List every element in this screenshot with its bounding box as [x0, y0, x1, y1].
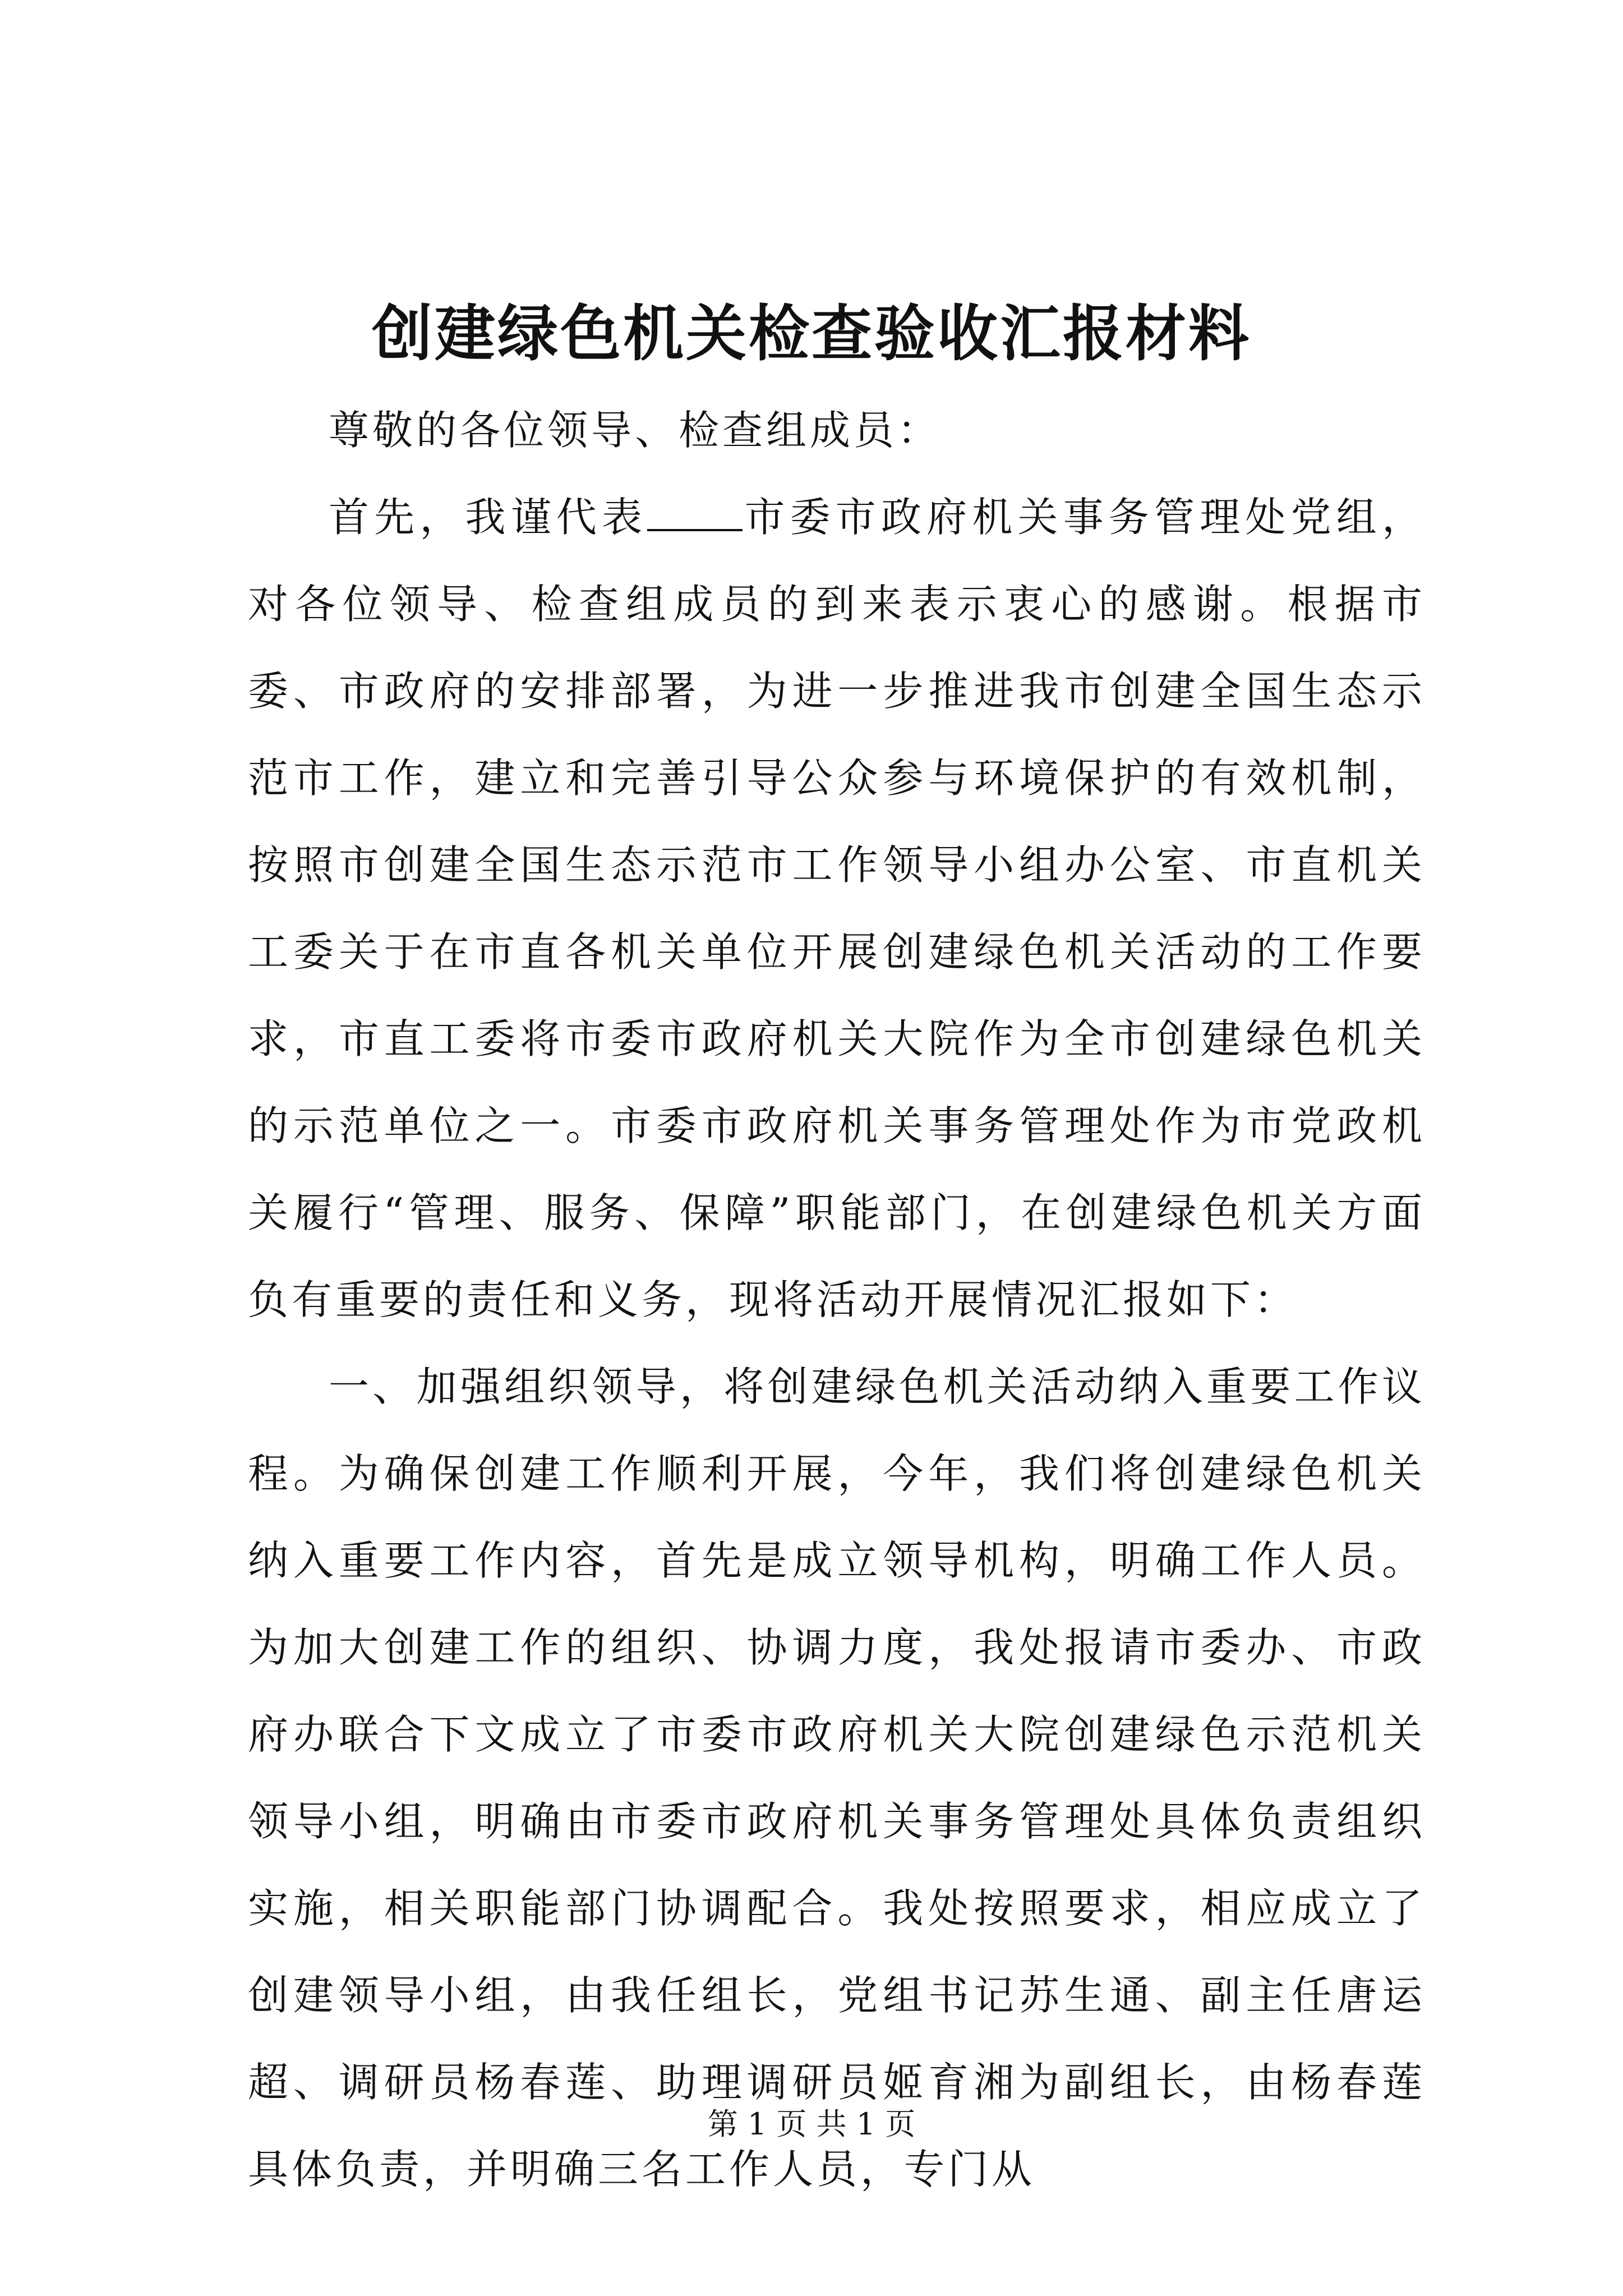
- paragraph-1: [248, 474, 1426, 1343]
- page-footer: 第 1 页 共 1 页: [707, 2106, 916, 2142]
- salutation: 尊敬的各位领导、检查组成员：: [329, 407, 942, 454]
- paragraph-1-rest: 市委市政府机关事务管理处党组，对各位领导、检查组成员的到来表示衷心的感谢。根据市委、市政府的安排部署，为进一步推进我市创建全国生态示范市工作，建立和完善引导公众参与环境保护的有效机制，按照市创建全国生态示范市工作领导小组办公室、市直机关工委关于在市直各机关单位开展创建绿色机关活动的工作要求，市直工委将市委市政府机关大院作为全市创建绿色机关的示范单位之一。市委市政府机关事务管理处作为市党政机关履行“管理、服务、保障”职能部门，在创建绿色机关方面负有重要的责任和义务，现将活动开展情况汇报如下：: [248, 494, 1426, 1323]
- document-body: [248, 387, 1426, 2213]
- document-title: 创建绿色机关检查验收汇报材料: [371, 298, 1251, 369]
- paragraph-1-lead: 首先，我谨代表: [329, 494, 648, 541]
- paragraph-2: 一、加强组织领导，将创建绿色机关活动纳入重要工作议程。为确保创建工作顺利开展，今年，我们将创建绿色机关纳入重要工作内容，首先是成立领导机构，明确工作人员。为加大创建工作的组织、协调力度，我处报请市委办、市政府办联合下文成立了市委市政府机关大院创建绿色示范机关领导小组，明确由市委市政府机关事务管理处具体负责组织实施，相关职能部门协调配合。我处按照要求，相应成立了创建领导小组，由我任组长，党组书记苏生通、副主任唐运超、调研员杨春莲、助理调研员姬育湘为副组长，由杨春莲具体负责，并明确三名工作人员，专门从: [248, 1363, 1426, 2193]
- fill-in-blank: [647, 498, 743, 531]
